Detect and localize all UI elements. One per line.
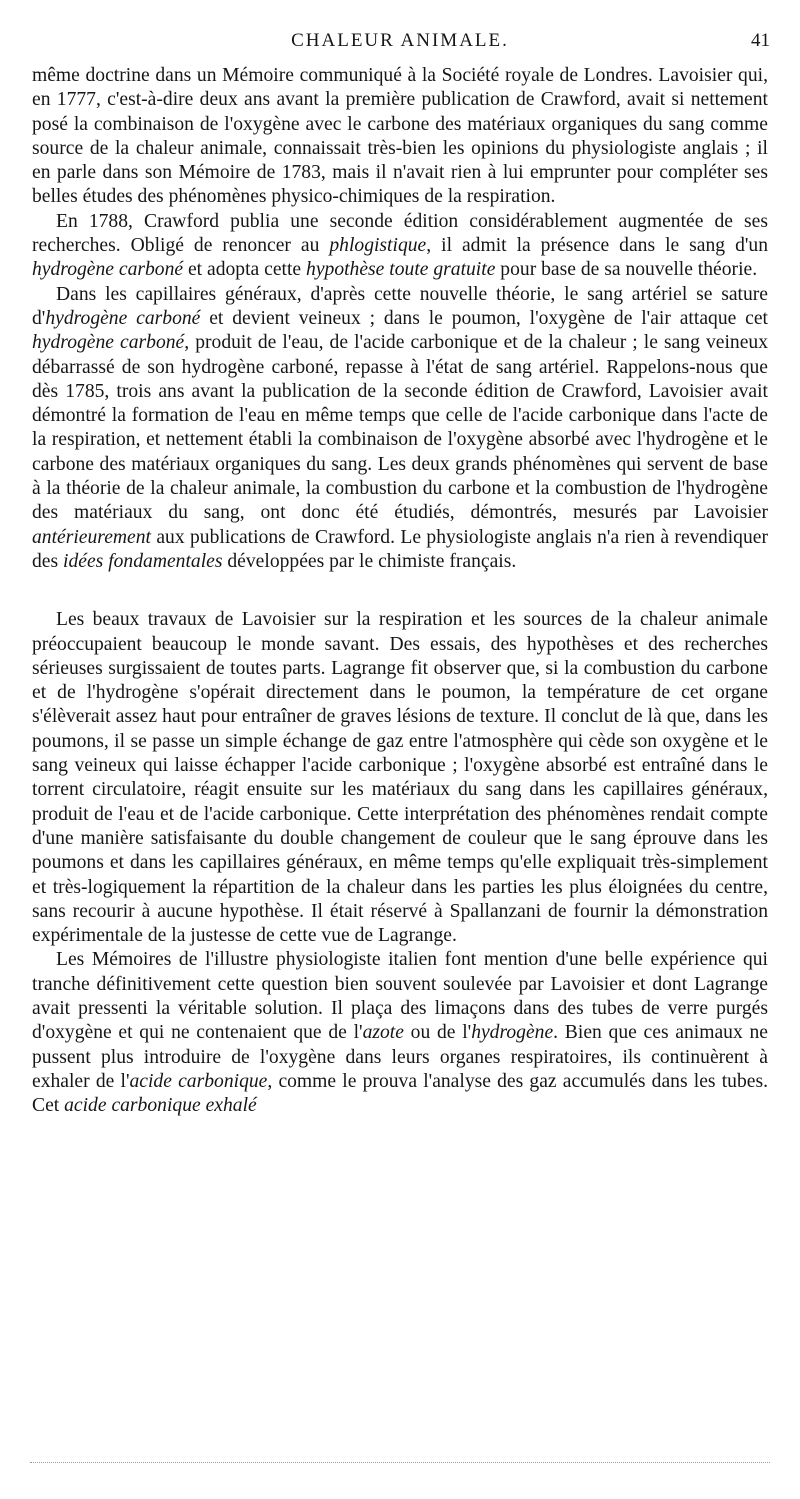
text-run: Les Mémoires de l'illustre physiologiste italien font mention d'une belle expérience qui tranche définitivement cette question bien souvent soulevée par Lavoisier et dont Lagrange avait pressenti la véritable solution. Il plaça des limaçons dans des tubes de verre purgés d'oxygène et qui ne contenaient que de l' (32, 949, 768, 1044)
italic-term: hypothèse toute gratuite (306, 259, 496, 281)
italic-term: idées fondamentales (63, 550, 223, 572)
italic-term: hydrogène carboné (32, 259, 184, 281)
italic-term: hydrogène carboné (45, 307, 201, 329)
text-run: et adopta cette (183, 259, 307, 281)
italic-term: phlogistique (329, 235, 427, 257)
italic-term: hydrogène carboné (32, 332, 185, 354)
text-run: , produit de l'eau, de l'acide carbonique et de la chaleur ; le sang veineux débarrassé de son hydrogène carboné, repasse à l'état de sang artériel. Rappelons-nous que dès 1785, trois ans avant la publication de la seconde édition de Crawford, Lavoisier avait démontré la formation de l'eau en même temps que celle de l'acide carbonique dans l'acte de la respiration, et nettement établi la combinaison de l'oxygène absorbé avec l'hydrogène et le carbone des matériaux organiques du sang. Les deux grands phénomènes qui servent de base à la théorie de la chaleur animale, la combustion du carbone et la combustion de l'hydrogène des matériaux du sang, ont donc été étudiés, démontrés, mesurés par Lavoisier (32, 332, 768, 524)
text-run: , il admit la présence dans le sang d'un (426, 235, 768, 257)
text-run: même doctrine dans un Mémoire communiqué à la Société royale de Londres. Lavoisier qui, en 1777, c'est-à-dire deux ans avant la première publication de Crawford, avait si nettement posé la combinaison de l'oxygène avec le carbone des matériaux organiques du sang comme source de la chaleur animale, connaissait très-bien les opinions du physiologiste anglais ; il en parle dans son Mémoire de 1783, mais il n'avait rien à lui emprunter pour compléter ses belles études des phénomènes physico-chimiques de la respiration. (32, 65, 768, 208)
paragraph (32, 64, 768, 210)
italic-term: acide carbonique (129, 1070, 268, 1092)
page-number: 41 (751, 30, 770, 51)
text-run: , comme le prouva l'analyse des gaz accumulés dans les tubes. Cet (32, 1070, 768, 1117)
paragraph (32, 608, 768, 948)
paragraph (32, 948, 768, 1118)
text-run: Les beaux travaux de Lavoisier sur la respiration et les sources de la chaleur animale préoccupaient beaucoup le monde savant. Des essais, des hypothèses et des recherches sérieuses surgissaient de toutes parts. Lagrange fit observer que, si la combustion du carbone et de l'hydrogène s'opérait directement dans le poumon, la température de cet organe s'élèverait assez haut pour entraîner de graves lésions de texture. Il conclut de là que, dans les poumons, il se passe un simple échange de gaz entre l'atmosphère qui cède son oxygène et le sang veineux qui laisse échapper l'acide carbonique ; l'oxygène absorbé est entraîné dans le torrent circulatoire, réagit ensuite sur les matériaux du sang dans les capillaires généraux, produit de l'eau et de l'acide carbonique. Cette interprétation des phénomènes rendait compte d'une manière satisfaisante du double changement de couleur que le sang éprouve dans les poumons et dans les capillaires généraux, en même temps qu'elle expliquait très-simplement et très-logiquement la répartition de la chaleur dans les parties les plus éloignées du centre, sans recourir à aucune hypothèse. Il était réservé à Spallanzani de fournir la démonstration expérimentale de la justesse de cette vue de Lagrange. (32, 609, 768, 947)
text-run: pour base de sa nouvelle théorie. (495, 259, 758, 281)
text-run: Dans les capillaires généraux, d'après cette nouvelle théorie, le sang artériel se sature d' (32, 283, 768, 329)
text-run: aux publications de Crawford. Le physiologiste anglais n'a rien à revendiquer des (32, 526, 768, 572)
running-title: CHALEUR ANIMALE. (291, 30, 509, 51)
italic-term: hydrogène (471, 1022, 554, 1044)
italic-term: azote (362, 1022, 404, 1044)
text-run: En 1788, Crawford publia une seconde édition considérablement augmentée de ses recherches. Obligé de renoncer au (32, 210, 768, 257)
footer-rule (30, 1462, 770, 1463)
body-text (32, 64, 768, 1118)
text-run: . Bien que ces animaux ne pussent plus introduire de l'oxygène dans leurs organes respiratoires, ils continuèrent à exhaler de l' (32, 1022, 769, 1092)
text-run: développées par le chimiste français. (222, 550, 517, 572)
paragraph (32, 283, 768, 575)
paragraph (32, 210, 768, 283)
italic-term: acide carbonique exhalé (64, 1095, 257, 1117)
text-run: et devient veineux ; dans le poumon, l'oxygène de l'air attaque cet (200, 307, 769, 329)
running-head (30, 30, 770, 56)
italic-term: antérieurement (32, 526, 151, 548)
text-run: ou de l' (403, 1022, 472, 1044)
